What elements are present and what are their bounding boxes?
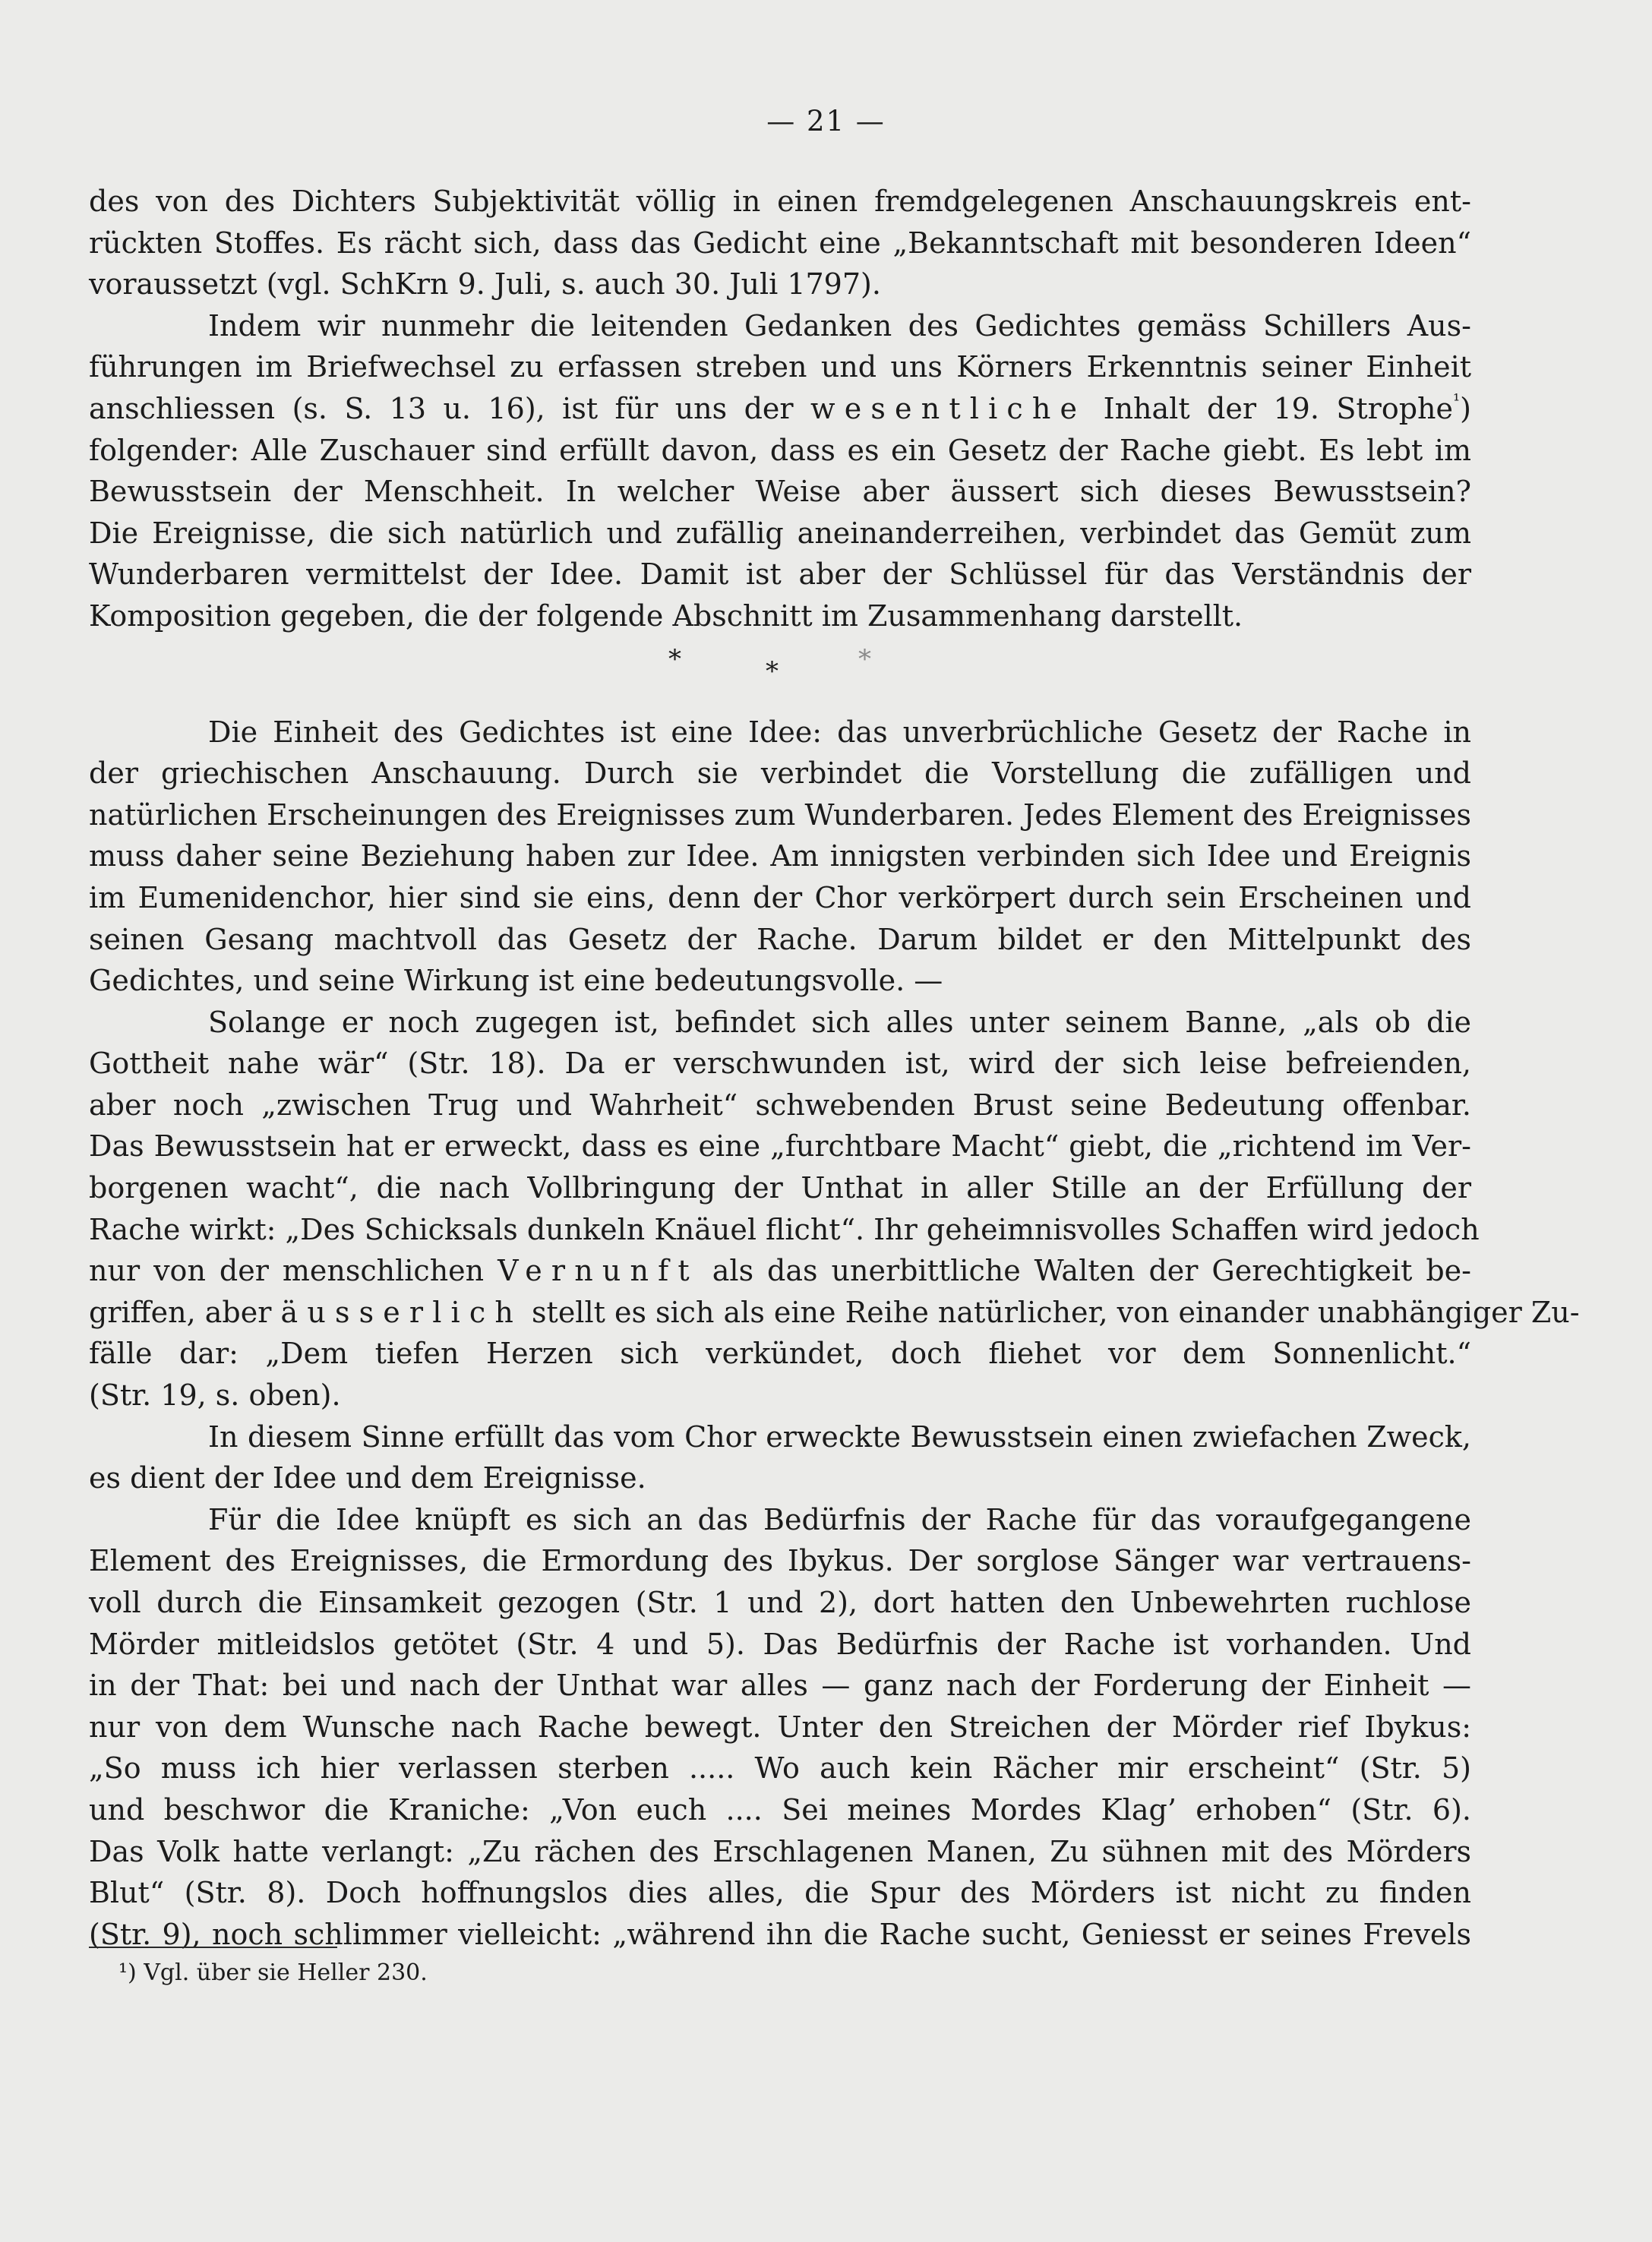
text-span: Inhalt der 19. Strophe	[1103, 391, 1453, 425]
text-line: natürlichen Erscheinungen des Ereignisses zum Wunderbaren. Jedes Element des Ereignisses	[89, 797, 1471, 832]
emphasis-spaced: Vernunft	[497, 1254, 699, 1288]
text-line: Mörder mitleidslos getötet (Str. 4 und 5). Das Bedürfnis der Rache ist vorhanden. Und	[89, 1627, 1471, 1661]
text-line: Gedichtes, und seine Wirkung ist eine bedeutungsvolle. —	[89, 964, 943, 998]
text-line: Blut“ (Str. 8). Doch hoffnungslos dies alles, die Spur des Mörders ist nicht zu finden	[89, 1876, 1471, 1910]
text-line: (Str. 9), noch schlimmer vielleicht: „während ihn die Rache sucht, Geniesst er seines Frevels	[89, 1917, 1471, 1951]
text-line: „So muss ich hier verlassen sterben ..... Wo auch kein Rächer mir erscheint“ (Str. 5)	[89, 1751, 1471, 1786]
emphasis-spaced: äusserlich	[280, 1295, 523, 1329]
text-span: )	[1460, 391, 1471, 425]
text-line: seinen Gesang machtvoll das Gesetz der Rache. Darum bildet er den Mittelpunkt des	[89, 922, 1471, 956]
text-line: Das Bewusstsein hat er erweckt, dass es eine „furchtbare Macht“ giebt, die „richtend im Ver-	[89, 1129, 1471, 1164]
text-line: es dient der Idee und dem Ereignisse.	[89, 1461, 646, 1495]
text-line: Komposition gegeben, die der folgende Abschnitt im Zusammenhang darstellt.	[89, 598, 1243, 633]
asterisk: *	[668, 644, 681, 674]
page-number: — 21 —	[766, 105, 886, 137]
text-line: Bewusstsein der Menschheit. In welcher Weise aber äussert sich dieses Bewusstsein?	[89, 475, 1471, 509]
text-line: und beschwor die Kraniche: „Von euch .... Sei meines Mordes Klag’ erhoben“ (Str. 6).	[89, 1792, 1471, 1827]
text-span: als das unerbittliche Walten der Gerechtigkeit be-	[712, 1254, 1471, 1288]
text-span	[1104, 392, 1471, 425]
text-span: griffen, aber	[89, 1295, 272, 1329]
text-line: in der That: bei und nach der Unthat war alles — ganz nach der Forderung der Einheit —	[89, 1669, 1471, 1703]
text-line: nur von dem Wunsche nach Rache bewegt. Unter den Streichen der Mörder rief Ibykus:	[89, 1710, 1471, 1744]
text-line: der griechischen Anschauung. Durch sie verbindet die Vorstellung die zufälligen und	[89, 756, 1471, 791]
asterisk: *	[766, 656, 779, 687]
text-span: anschliessen (s. S. 13 u. 16), ist für uns der	[89, 391, 794, 425]
footnote-divider	[89, 1947, 337, 1948]
text-line	[89, 388, 1471, 430]
text-line: im Eumenidenchor, hier sind sie eins, denn der Chor verkörpert durch sein Erscheinen und	[89, 880, 1471, 914]
text-line: In diesem Sinne erfüllt das vom Chor erweckte Bewusstsein einen zwiefachen Zweck,	[208, 1419, 1471, 1454]
text-line: rückten Stoffes. Es rächt sich, dass das Gedicht eine „Bekanntschaft mit besonderen Ideen“	[89, 226, 1471, 260]
text-span: stellt es sich als eine Reihe natürlicher, von einander unabhängiger Zu-	[532, 1295, 1580, 1329]
text-span: nur von der menschlichen	[89, 1254, 485, 1288]
footnote: ¹) Vgl. über sie Heller 230.	[118, 1959, 428, 1986]
text-line: Gottheit nahe wär“ (Str. 18). Da er verschwunden ist, wird der sich leise befreienden,	[89, 1047, 1471, 1081]
text-line: borgenen wacht“, die nach Vollbringung der Unthat in aller Stille an der Erfüllung der	[89, 1171, 1471, 1205]
text-line: Das Volk hatte verlangt: „Zu rächen des Erschlagenen Manen, Zu sühnen mit des Mörders	[89, 1834, 1471, 1868]
body-text	[89, 181, 1580, 1955]
text-line: voll durch die Einsamkeit gezogen (Str. 1 und 2), dort hatten den Unbewehrten ruchlose	[89, 1586, 1471, 1619]
emphasis-spaced: wesentliche	[810, 391, 1087, 425]
text-line: des von des Dichters Subjektivität völlig in einen fremdgelegenen Anschauungskreis ent-	[89, 185, 1471, 218]
text-line: fälle dar: „Dem tiefen Herzen sich verkündet, doch fliehet vor dem Sonnenlicht.“	[89, 1337, 1471, 1371]
asterisk: *	[858, 644, 871, 674]
text-line: voraussetzt (vgl. SchKrn 9. Juli, s. auch 30. Juli 1797).	[89, 267, 881, 302]
text-line: muss daher seine Beziehung haben zur Idee. Am innigsten verbinden sich Idee und Ereignis	[89, 839, 1471, 873]
section-asterism	[0, 644, 1652, 690]
text-line: Element des Ereignisses, die Ermordung des Ibykus. Der sorglose Sänger war vertrauens-	[89, 1544, 1471, 1578]
text-line: folgender: Alle Zuschauer sind erfüllt davon, dass es ein Gesetz der Rache giebt. Es lebt im	[89, 433, 1471, 467]
text-line: Solange er noch zugegen ist, befindet sich alles unter seinem Banne, „als ob die	[208, 1005, 1471, 1039]
text-line	[89, 1250, 1471, 1292]
text-line: Für die Idee knüpft es sich an das Bedürfnis der Rache für das voraufgegangene	[208, 1502, 1471, 1536]
text-line: (Str. 19, s. oben).	[89, 1378, 341, 1413]
text-line: Die Einheit des Gedichtes ist eine Idee: das unverbrüchliche Gesetz der Rache in	[208, 715, 1471, 749]
text-line	[89, 1292, 1580, 1334]
footnote-marker: ¹	[1453, 391, 1461, 412]
text-line: führungen im Briefwechsel zu erfassen streben und uns Körners Erkenntnis seiner Einheit	[89, 350, 1471, 384]
text-line: Wunderbaren vermittelst der Idee. Damit ist aber der Schlüssel für das Verständnis der	[89, 557, 1471, 592]
text-line: aber noch „zwischen Trug und Wahrheit“ schwebenden Brust seine Bedeutung offenbar.	[89, 1088, 1471, 1122]
text-line: Rache wirkt: „Des Schicksals dunkeln Knäuel flicht“. Ihr geheimnisvolles Schaffen wird jedoch	[89, 1212, 1480, 1246]
text-line: Die Ereignisse, die sich natürlich und zufällig aneinanderreihen, verbindet das Gemüt zum	[89, 516, 1471, 550]
text-line: Indem wir nunmehr die leitenden Gedanken des Gedichtes gemäss Schillers Aus-	[208, 308, 1471, 343]
